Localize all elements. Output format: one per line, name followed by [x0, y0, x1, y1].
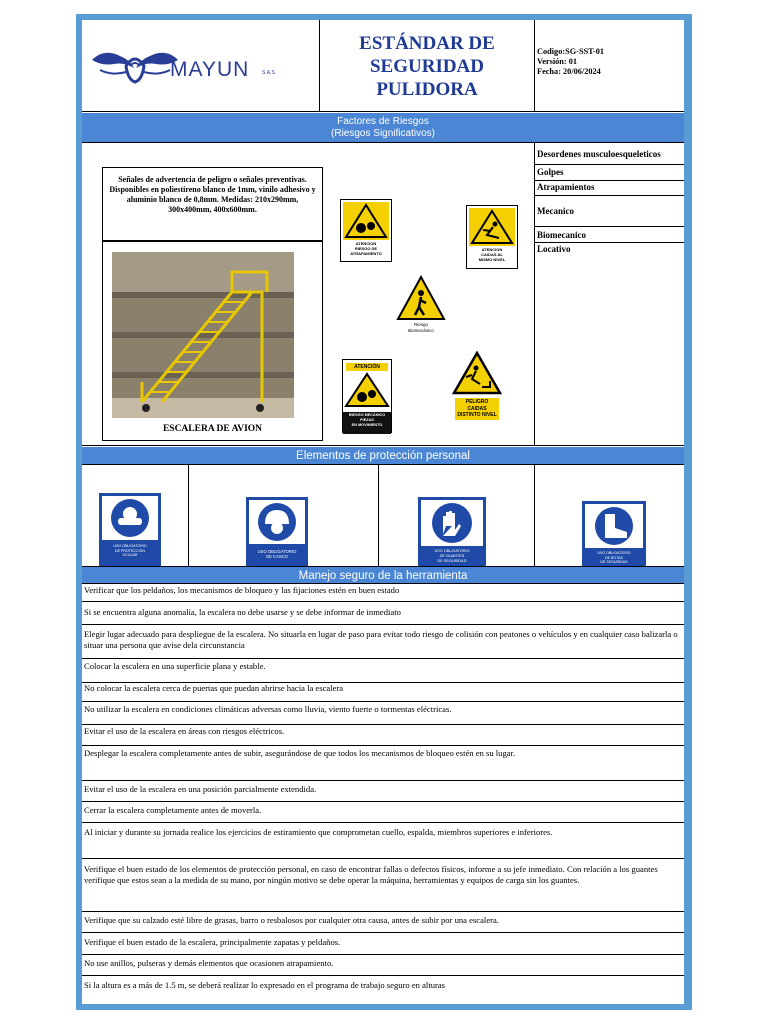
epp-line: OCULAR — [122, 553, 138, 558]
manejo-header: Manejo seguro de la herramienta — [82, 566, 684, 584]
rule-item: Evitar el uso de la escalera en una posición parcialmente extendida. — [84, 784, 317, 794]
title-line-2: SEGURIDAD — [369, 56, 485, 77]
epp-botas-sign — [582, 501, 646, 575]
epp-line: DE CASCO — [266, 554, 288, 560]
rule-item: Verificar que los peldaños, los mecanismos de bloqueo y las fijaciones estén en buen estado — [84, 585, 400, 595]
risk-item: Biomecanico — [537, 230, 586, 240]
risk-item: Mecanico — [537, 206, 574, 216]
epp-line: DE PROTECCIÓN — [115, 548, 145, 553]
riesgos-header — [82, 113, 684, 143]
sign-line: RIESGO DE — [354, 246, 378, 251]
rule-item: Desplegar la escalera completamente antes de subir, asegurándose de que todos los mecanismos de bloqueo estén en su lugar. — [84, 748, 516, 758]
title-line-1: ESTÁNDAR DE — [359, 33, 495, 54]
rules-table — [82, 584, 684, 1004]
sign-line: Riesgo — [413, 322, 428, 327]
sign-line: PIEZAS — [360, 418, 374, 422]
sign-line: Biomecánico — [408, 328, 434, 333]
rule-item: Evitar el uso de la escalera en áreas con riesgos eléctricos. — [84, 726, 285, 736]
rule-item: Verifique el buen estado de la escalera, principalmente zapatas y peldaños. — [84, 937, 341, 947]
epp-line: DE SEGURIDAD — [437, 558, 467, 563]
sign-line: ATENCIÓN — [346, 363, 388, 371]
rule-item: Si se encuentra alguna anomalía, la escalera no debe usarse y se debe informar de inmediato — [84, 607, 401, 617]
risk-item: Golpes — [537, 167, 564, 177]
header — [82, 20, 684, 112]
sign-line: ATRAPAMIENTO — [350, 251, 382, 256]
fall-warning-icon — [452, 351, 502, 395]
epp-line: DE GUANTES — [439, 553, 465, 558]
rule-item: Cerrar la escalera completamente antes de moverla. — [84, 805, 262, 815]
sign-line: ATENCION — [481, 247, 503, 252]
gears-warning-icon — [343, 202, 389, 240]
riesgos-body — [82, 143, 684, 446]
ladder-photo — [112, 252, 294, 418]
epp-guantes-sign — [418, 497, 486, 573]
riesgos-title: Factores de Riesgos — [337, 116, 429, 127]
sign-line: CAIDAS AL — [481, 252, 503, 257]
sign-line: PELIGRO — [465, 399, 489, 405]
epp-casco-sign — [246, 497, 308, 569]
risk-item: Atrapamientos — [537, 182, 595, 192]
mechanical-warning-icon — [344, 372, 390, 408]
rule-item: Verifique el buen estado de los elementos de protección personal, en caso de encontrar fallas o defectos físicos, informe a su jefe inmediato. Con relación a los guantes verifique que estos sean a la medida de su mano, por ningún motivo se debe operar la máquina, herramientas y equipos de carga sin los guantes. — [84, 864, 658, 885]
sign-caidas-distinto-nivel — [452, 351, 502, 421]
fecha: Fecha: 20/06/2024 — [537, 67, 601, 76]
epp-ocular-sign — [99, 493, 161, 569]
mayun-logo-icon — [90, 46, 180, 86]
rule-item: Colocar la escalera en una superficie plana y estable. — [84, 661, 266, 671]
document-meta — [537, 47, 604, 77]
helmet-icon — [249, 500, 305, 544]
slip-warning-icon — [469, 208, 515, 246]
boots-icon — [585, 504, 643, 548]
sign-biomecanico — [396, 275, 446, 341]
sign-line: CAIDAS — [467, 405, 487, 412]
sign-riesgo-mecanico — [342, 359, 392, 433]
rule-item: Elegir lugar adecuado para despliegue de la escalera. No situarla en lugar de paso para evitar todo riesgo de colisión con peatones o vehículos y en cualquier caso balizarla o situar una persona que avise dela circunstancia — [84, 629, 678, 650]
document-title — [320, 32, 534, 101]
epp-line: DE BOTAS — [605, 555, 623, 560]
rule-item: No utilizar la escalera en condiciones climáticas adversas como lluvia, viento fuerte o tormentas eléctricas. — [84, 704, 452, 714]
risk-list — [535, 143, 684, 446]
sign-caidas-mismo-nivel — [466, 205, 518, 269]
sign-line: MISMO NIVEL — [478, 257, 506, 262]
epp-header: Elementos de protección personal — [82, 447, 684, 465]
risk-item: Locativo — [537, 244, 571, 254]
rule-item: Verifique que su calzado esté libre de grasas, barro o resbalosos por cualquier otra causa, antes de subir por una escalera. — [84, 915, 499, 925]
rule-item: Al iniciar y durante su jornada realice los ejercicios de estiramiento que comprometan cuello, espalda, miembros superiores e inferiores. — [84, 827, 553, 837]
sign-line: DISTINTO NIVEL — [457, 412, 497, 418]
goggles-icon — [102, 496, 158, 540]
epp-line: USO OBLIGATORIO — [257, 549, 297, 554]
version: Versión: 01 — [537, 57, 578, 66]
logo-suffix: S.A.S — [262, 70, 275, 76]
rule-item: Si la altura es a más de 1.5 m, se deberá realizar lo expresado en el programa de trabajo seguro en alturas — [84, 980, 446, 990]
rule-item: No colocar la escalera cerca de puertas que puedan abrirse hacia la escalera — [84, 683, 344, 693]
photo-caption: ESCALERA DE AVION — [162, 424, 263, 434]
sign-atrapamiento — [340, 199, 392, 262]
riesgos-subtitle: (Riesgos Significativos) — [331, 128, 435, 139]
risk-item: Desordenes musculoesqueleticos — [537, 149, 661, 159]
epp-line: USO OBLIGATORIO — [597, 551, 631, 555]
document-sheet — [82, 20, 684, 1004]
ladder-photo-card — [102, 241, 323, 441]
info-card-text: Señales de advertencia de peligro o señales preventivas. Disponibles en poliestireno blanco de 1mm, vinilo adhesivo y aluminio blanco de 0,8mm. Medidas: 210x290mm, 300x400mm, 400x600mm. — [109, 175, 316, 214]
sign-line: ATENCION — [355, 241, 377, 246]
biomechanical-warning-icon — [396, 275, 446, 321]
logo — [82, 20, 320, 112]
info-card — [102, 167, 323, 241]
epp-line: USO OBLIGATORIO — [113, 544, 147, 548]
sign-line: EN MOVIMIENTO — [351, 423, 383, 427]
sign-line: RIESGO MECÁNICO — [348, 413, 386, 417]
epp-line: DE SEGURIDAD — [600, 560, 628, 565]
codigo: Codigo:SG-SST-01 — [537, 47, 605, 56]
gloves-icon — [421, 500, 483, 546]
title-line-3: PULIDORA — [376, 79, 478, 100]
logo-text: MAYUN — [170, 58, 250, 81]
rule-item: No use anillos, pulseras y demás elementos que ocasionen atrapamiento. — [84, 958, 334, 968]
epp-line: USO OBLIGATORIO — [434, 549, 470, 553]
